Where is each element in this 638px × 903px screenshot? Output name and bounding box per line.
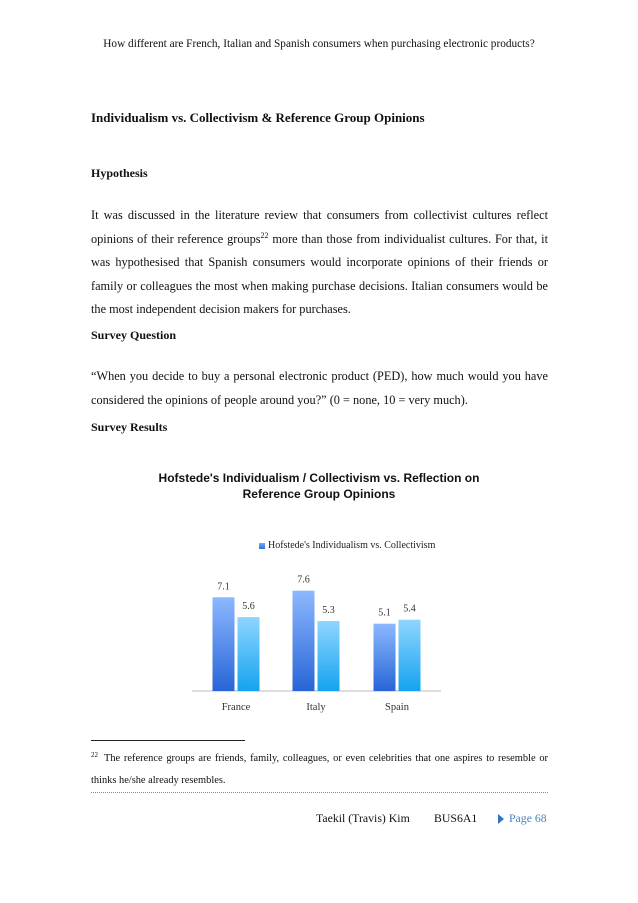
footer-page (498, 811, 547, 826)
x-tick-label-france: France (221, 702, 251, 713)
chart-title: Hofstede's Individualism / Collectivism vs. Reflection on Reference Group Opinions (158, 471, 480, 501)
data-label-france-series-2: 5.6 (242, 601, 255, 613)
footnote-number: 22 (91, 750, 98, 759)
bar-france-series-2 (238, 617, 260, 691)
data-label-spain-series-1: 5.1 (378, 607, 391, 619)
hypothesis-text-2: more than those from individualist cultures. For that, it was hypothesised that Spanish consumers would incorporate opinions of their friends or family or colleagues the most when making purchase decisions. Italian consumers would be the most independent decision makers for purchases. (91, 231, 548, 316)
bar-spain-series-1 (374, 624, 396, 691)
survey-results-heading: Survey Results (91, 420, 168, 434)
footer-separator (91, 792, 548, 793)
hypothesis-text-1: It was discussed in the literature review that consumers from collectivist cultures reflect opinions of their reference groups (91, 208, 548, 246)
data-label-italy-series-1: 7.6 (297, 574, 310, 586)
page-arrow-icon (498, 814, 504, 824)
footnote-text: The reference groups are friends, family, colleagues, or even celebrities that one aspires to resemble or thinks he/she already resembles. (91, 753, 548, 786)
page-number: Page 68 (509, 811, 547, 825)
legend-label: Hofstede's Individualism vs. Collectivism (268, 540, 436, 551)
bar-italy-series-2 (318, 621, 340, 691)
footer-course: BUS6A1 (434, 811, 478, 825)
survey-question-text: “When you decide to buy a personal electronic product (PED), how much would you have considered the opinions of people around you?” (0 = none, 10 = very much). (91, 369, 548, 407)
footnote-reference[interactable]: 22 (260, 230, 269, 240)
survey-question-heading: Survey Question (91, 328, 177, 342)
data-label-france-series-1: 7.1 (217, 581, 230, 593)
data-label-italy-series-2: 5.3 (322, 605, 335, 617)
footnote (91, 748, 548, 792)
x-tick-label-italy: Italy (306, 702, 326, 713)
x-tick-label-spain: Spain (385, 702, 409, 713)
data-label-spain-series-2: 5.4 (403, 603, 416, 615)
hypothesis-heading: Hypothesis (91, 166, 148, 180)
bar-spain-series-2 (399, 620, 421, 691)
bar-italy-series-1 (293, 591, 315, 691)
footnote-separator (91, 740, 245, 741)
section-title: Individualism vs. Collectivism & Reference Group Opinions (91, 110, 425, 125)
running-header: How different are French, Italian and Spanish consumers when purchasing electronic products? (103, 38, 535, 50)
footer-author: Taekil (Travis) Kim (316, 811, 410, 825)
bar-france-series-1 (213, 597, 235, 691)
